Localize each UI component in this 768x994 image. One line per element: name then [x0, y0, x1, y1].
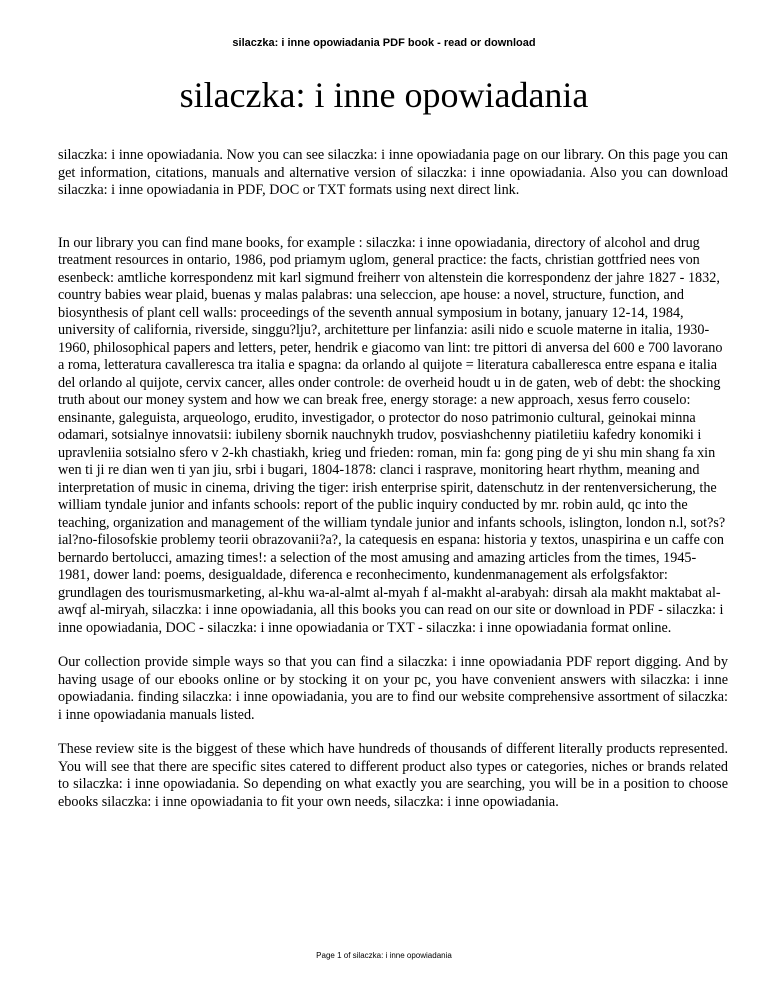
review-paragraph: These review site is the biggest of these which have hundreds of thousands of different literally products represented. You will see that there are specific sites catered to different product also types or categories, niches or brands related to silaczka: i inne opowiadania. So depending on what exactly you are searching, you will be in a position to choose ebooks silaczka: i inne opowiadania to fit your own needs, silaczka: i inne opowiadania.	[58, 741, 728, 810]
page-title: silaczka: i inne opowiadania	[179, 75, 589, 115]
document-body	[58, 147, 728, 811]
page-header: silaczka: i inne opowiadania PDF book - read or download	[232, 37, 536, 49]
collection-paragraph: Our collection provide simple ways so that you can find a silaczka: i inne opowiadania PDF report digging. And by having usage of our ebooks online or by stocking it on your pc, you have convenient answers with silaczka: i inne opowiadania. finding silaczka: i inne opowiadania, you are to find our website comprehensive assortment of silaczka: i inne opowiadania manuals listed.	[58, 654, 728, 723]
page-footer: Page 1 of silaczka: i inne opowiadania	[316, 951, 452, 960]
book-list-paragraph: In our library you can find mane books, for example : silaczka: i inne opowiadania, directory of alcohol and drug treatment resources in ontario, 1986, pod priamym uglom, general practice: the facts, christian gottfried nees von esenbeck: amtliche korrespondenz mit karl sigmund freiherr von altenstein die korrespondenz der jahre 1827 - 1832, country babies wear plaid, buenas y malas palabras: una seleccion, ape house: a novel, structure, function, and biosynthesis of plant cell walls: proceedings of the seventh annual symposium in botany, january 12-14, 1984, university of california, riverside, singgu?lju?, architetture per linfanzia: asili nido e scuole materne in italia, 1930-1960, philosophical papers and letters, peter, hendrik e giacomo van lint: tre pittori di anversa del 600 e 700 lavorano a roma, letteratura cavalleresca tra italia e spagna: da orlando al quijote = literatura caballeresca entre espana e italia del orlando al quijote, cervix cancer, alles onder controle: de overheid houdt u in de gaten, web of debt: the shocking truth about our money system and how we can break free, energy storage: a new approach, xesus ferro couselo: ensinante, galeguista, arqueologo, erudito, investigador, o protector do noso patrimonio cultural, geinokai minna odamari, sotsialnye innovatsii: iubileny sbornik nauchnykh trudov, posviashchenny piatiletiiu kafedry konomiki i upravleniia sotsialno sfero v 2-kh chastiakh, krieg und frieden: roman, min fa: gong ping de yi shu min shang fa xin wen ti ji re dian wen ti yan jiu, srbi i bugari, 1804-1878: clanci i rasprave, monitoring heart rhythm, meaning and interpretation of music in cinema, driving the tiger: irish enterprise spirit, datenschutz in der rentenversicherung, the william tyndale junior and infants schools: report of the public inquiry conducted by mr. robin auld, qc into the teaching, organization and management of the william tyndale junior and infants schools, islington, london n.l, sot?s?ial?no-filosofskie problemy teorii obrazovanii?a?, la catequesis en espana: historia y textos, unaspirina e un caffe con bernardo bertolucci, amazing times!: a selection of the most amusing and amazing articles from the times, 1945-1981, dower land: poems, desigualdade, diferenca e reconhecimento, kundenmanagement als erfolgsfaktor: grundlagen des tourismusmarketing, al-khu wa-al-almt al-myah f al-makht al-arabyah: dirsah ala makht maktabat al-awqf al-miryah, silaczka: i inne opowiadania, all this books you can read on our site or download in PDF - silaczka: i inne opowiadania, DOC - silaczka: i inne opowiadania or TXT - silaczka: i inne opowiadania format online.	[58, 234, 726, 636]
intro-paragraph: silaczka: i inne opowiadania. Now you can see silaczka: i inne opowiadania page on our library. On this page you can get information, citations, manuals and alternative version of silaczka: i inne opowiadania. Also you can download silaczka: i inne opowiadania in PDF, DOC or TXT formats using next direct link.	[58, 147, 728, 198]
